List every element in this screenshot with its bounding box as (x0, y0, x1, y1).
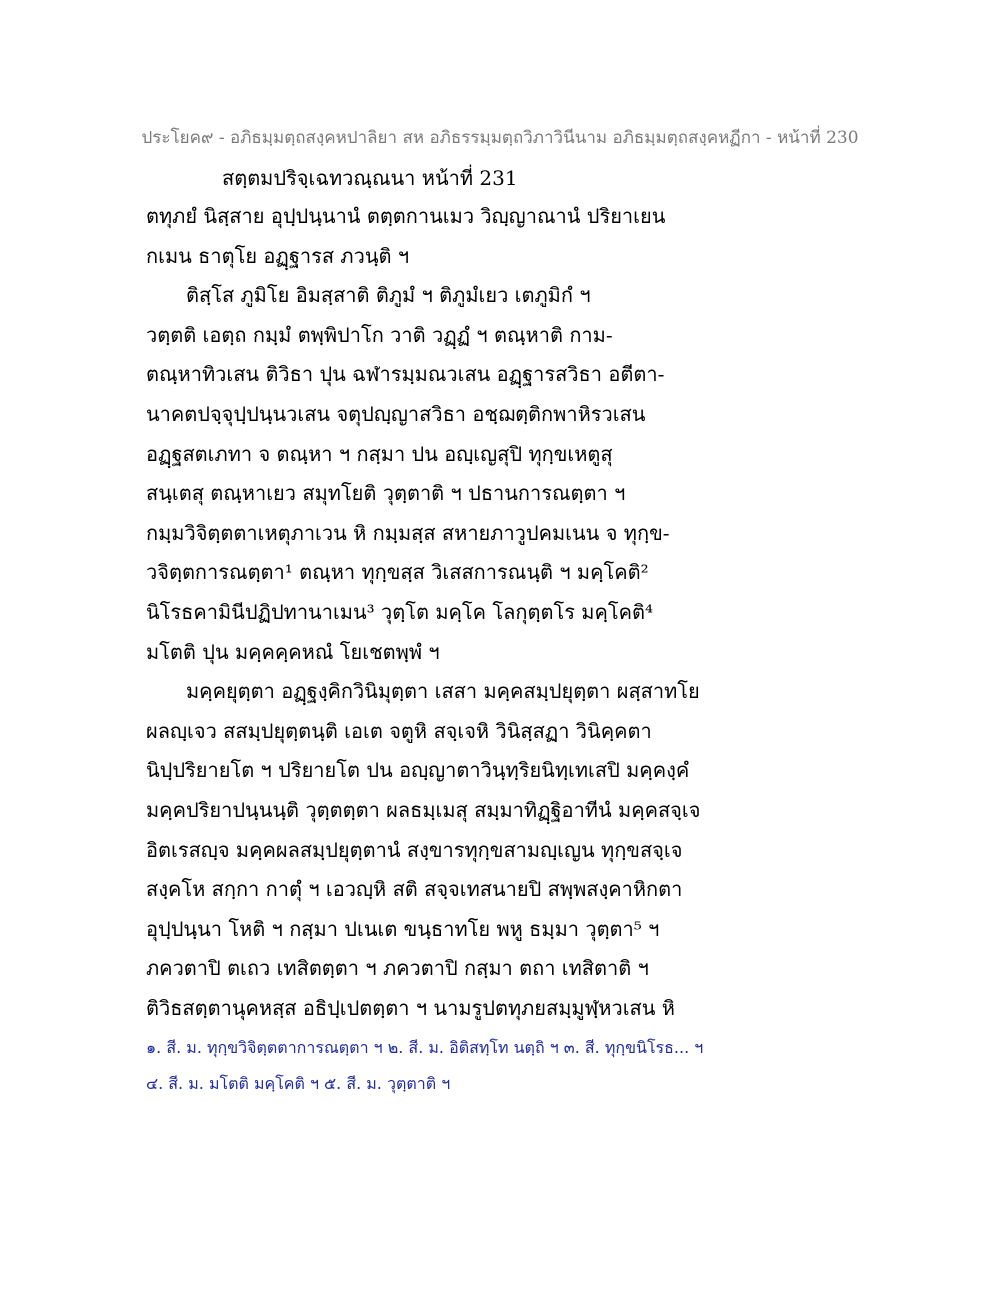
text-line: นาคตปจฺจุปฺปนฺนวเสน จตุปญฺญาสวิธา อชฺฌตฺติกพาหิรวเสน (146, 401, 646, 426)
text-line: ผลญฺเจว สสมฺปยุตฺตนฺติ เอเต จตูหิ สจฺเจหิ วินิสฺสฏา วินิคฺคตา (146, 718, 652, 743)
page-header: ประโยค๙ - อภิธมฺมตฺถสงฺคหปาลิยา สห อภิธรรมฺมตฺถวิภาวินีนาม อภิธมฺมตฺถสงฺคหฏีกา - หน้าที่ 230 (141, 128, 859, 148)
text-line: นิปฺปริยายโต ฯ ปริยายโต ปน อญฺญาตาวินฺทฺริยนิทฺเทเสปิ มคฺคงฺคํ (146, 758, 690, 783)
text-line: อฏฺฐสตเภทา จ ตณฺหา ฯ กสฺมา ปน อญฺเญสุปิ ทุกฺขเหตูสุ (146, 441, 613, 466)
footnote-line: ๑. สี. ม. ทุกฺขวิจิตฺตตาการณตฺตา ฯ ๒. สี. ม. อิติสทฺโท นตฺถิ ฯ ๓. สี. ทุกฺขนิโรธ... ฯ (146, 1038, 704, 1057)
text-line: มคฺคปริยาปนฺนนฺติ วุตฺตตฺตา ผลธมฺเมสุ สมฺมาทิฏฺฐิอาทีนํ มคฺคสจฺเจ (146, 797, 701, 822)
footnotes (146, 1030, 866, 1102)
text-line: ติวิธสตฺตานุคหสฺส อธิปฺเปตตฺตา ฯ นามรูปตทุภยสมฺมูฬฺหวเสน หิ (146, 995, 675, 1020)
text-line: สนฺเตสุ ตณฺหาเยว สมุทโยติ วุตฺตาติ ฯ ปธานการณตฺตา ฯ (146, 481, 626, 506)
text-line: สงฺคโห สกฺกา กาตุํ ฯ เอวญฺหิ สติ สจฺจเทสนายปิ สพฺพสงฺคาหิกตา (146, 877, 683, 902)
text-line: วจิตฺตการณตฺตา¹ ตณฺหา ทุกฺขสฺส วิเสสการณนฺติ ฯ มคฺโคติ² (146, 560, 649, 585)
section-heading: สตฺตมปริจฺเฉทวณฺณนา หน้าที่ 231 (222, 166, 518, 190)
text-line: ภควตาปิ ตเถว เทสิตตฺตา ฯ ภควตาปิ กสฺมา ตถา เทสิตาติ ฯ (146, 956, 649, 981)
text-line: ตทุภยํ นิสฺสาย อุปฺปนฺนานํ ตตฺตกานเมว วิญฺญาณานํ ปริยาเยน (146, 204, 666, 228)
text-line: มคฺคยุตฺตา อฏฺฐงฺคิกวินิมุตฺตา เสสา มคฺคสมฺปยุตฺตา ผสฺสาทโย (186, 679, 700, 704)
text-line: กมฺมวิจิตฺตตาเหตุภาเวน หิ กมฺมสฺส สหายภาวูปคมเนน จ ทุกฺข- (146, 520, 670, 545)
footnote-line: ๔. สี. ม. มโตติ มคฺโคติ ฯ ๕. สี. ม. วุตฺตาติ ฯ (146, 1074, 451, 1093)
text-line: วตฺตติ เอตฺถ กมฺมํ ตพฺพิปาโก วาติ วฏฺฏํ ฯ ตณฺหาติ กาม- (146, 322, 613, 347)
text-line: ติสฺโส ภูมิโย อิมสฺสาติ ติภูมํ ฯ ติภูมํเยว เตภูมิกํ ฯ (186, 283, 591, 308)
text-line: อิตเรสญฺจ มคฺคผลสมฺปยุตฺตานํ สงฺขารทุกฺขสามญฺเญน ทุกฺขสจฺเจ (146, 837, 683, 862)
text-line: นิโรธคามินีปฏิปทานาเมน³ วุตฺโต มคฺโค โลกุตฺตโร มคฺโคติ⁴ (146, 599, 653, 624)
text-line: ตณฺหาทิวเสน ติวิธา ปุน ฉฬารมฺมณวเสน อฏฺฐารสวิธา อตีตา- (146, 362, 665, 387)
text-line: กเมน ธาตุโย อฏฺฐารส ภวนฺติ ฯ (146, 243, 410, 268)
text-line: มโตติ ปุน มคฺคคฺคหณํ โยเชตพฺพํ ฯ (146, 639, 440, 664)
text-line: อุปฺปนฺนา โหติ ฯ กสฺมา ปเนเต ขนฺธาทโย พหู ธมฺมา วุตฺตา⁵ ฯ (146, 916, 660, 941)
body-text (146, 197, 866, 1028)
